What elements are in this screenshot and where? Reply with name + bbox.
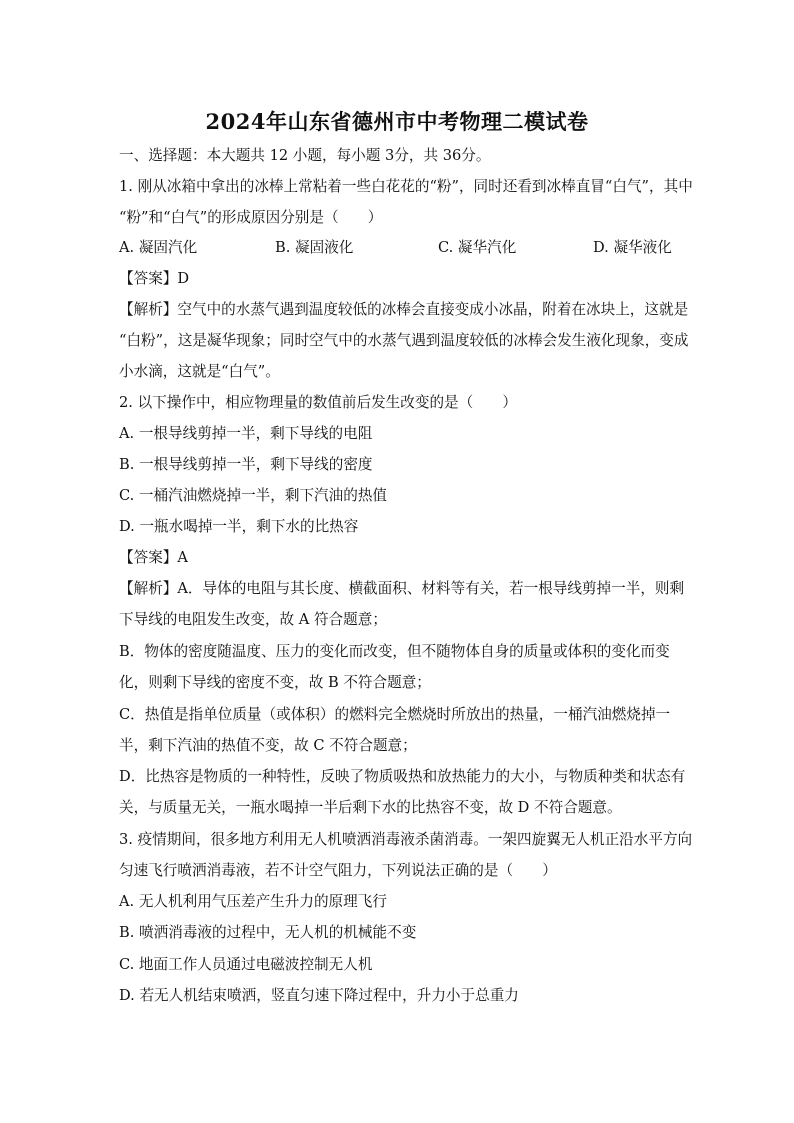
- q1-stem-line-1: 1. 刚从冰箱中拿出的冰棒上常粘着一些白花花的“粉”，同时还看到冰棒直冒“白气”，其中: [119, 178, 693, 195]
- q2-analysis-line-3: B．物体的密度随温度、压力的变化而改变，但不随物体自身的质量或体积的变化而变: [119, 643, 670, 660]
- q1-option-a: A. 凝固汽化: [119, 239, 198, 256]
- q1-option-d: D. 凝华液化: [593, 239, 672, 256]
- q3-option-c: C. 地面工作人员通过电磁波控制无人机: [119, 956, 373, 973]
- q3-option-d: D. 若无人机结束喷洒，竖直匀速下降过程中，升力小于总重力: [119, 987, 519, 1004]
- q3-stem-line-2: 匀速飞行喷洒消毒液，若不计空气阻力，下列说法正确的是（ ）: [119, 862, 557, 879]
- q2-option-c: C. 一桶汽油燃烧掉一半，剩下汽油的热值: [119, 487, 388, 504]
- q2-option-b: B. 一根导线剪掉一半，剩下导线的密度: [119, 456, 373, 473]
- q2-analysis-line-6: 半，剩下汽油的热值不变，故 C 不符合题意；: [119, 737, 417, 754]
- q2-analysis-line-7: D．比热容是物质的一种特性，反映了物质吸热和放热能力的大小，与物质种类和状态有: [119, 768, 686, 785]
- q2-option-a: A. 一根导线剪掉一半，剩下导线的电阻: [119, 425, 373, 442]
- q3-stem-line-1: 3. 疫情期间，很多地方利用无人机喷洒消毒液杀菌消毒。一架四旋翼无人机正沿水平方向: [119, 831, 693, 848]
- q1-analysis-line-2: “白粉”，这是凝华现象；同时空气中的水蒸气遇到温度较低的冰棒会发生液化现象，变成: [119, 332, 689, 349]
- q1-stem-line-2: “粉”和“白气”的形成原因分别是（ ）: [119, 209, 383, 226]
- page-title: 2024年山东省德州市中考物理二模试卷: [205, 109, 589, 134]
- q1-analysis-line-3: 小水滴，这就是“白气”。: [119, 363, 280, 380]
- q2-answer: 【答案】A: [119, 549, 188, 566]
- q1-answer: 【答案】D: [119, 270, 190, 287]
- q1-option-b: B. 凝固液化: [275, 239, 354, 256]
- q2-analysis-line-5: C．热值是指单位质量（或体积）的燃料完全燃烧时所放出的热量，一桶汽油燃烧掉一: [119, 706, 671, 723]
- q3-option-b: B. 喷洒消毒液的过程中，无人机的机械能不变: [119, 924, 417, 941]
- q2-analysis-line-8: 关，与质量无关，一瓶水喝掉一半后剩下水的比热容不变，故 D 不符合题意。: [119, 799, 622, 816]
- q1-analysis-line-1: 【解析】空气中的水蒸气遇到温度较低的冰棒会直接变成小冰晶，附着在冰块上，这就是: [119, 301, 689, 318]
- q2-analysis-line-2: 下导线的电阻发生改变，故 A 符合题意；: [119, 611, 387, 628]
- q1-option-c: C. 凝华汽化: [438, 239, 517, 256]
- q2-stem: 2. 以下操作中，相应物理量的数值前后发生改变的是（ ）: [119, 394, 518, 411]
- q2-option-d: D. 一瓶水喝掉一半，剩下水的比热容: [119, 518, 359, 535]
- section-heading: 一、选择题：本大题共 12 小题，每小题 3分，共 36分。: [119, 147, 491, 164]
- q2-analysis-line-1: 【解析】A．导体的电阻与其长度、横截面积、材料等有关，若一根导线剪掉一半，则剩: [119, 580, 685, 597]
- q3-option-a: A. 无人机利用气压差产生升力的原理飞行: [119, 893, 387, 910]
- q2-analysis-line-4: 化，则剩下导线的密度不变，故 B 不符合题意；: [119, 674, 431, 691]
